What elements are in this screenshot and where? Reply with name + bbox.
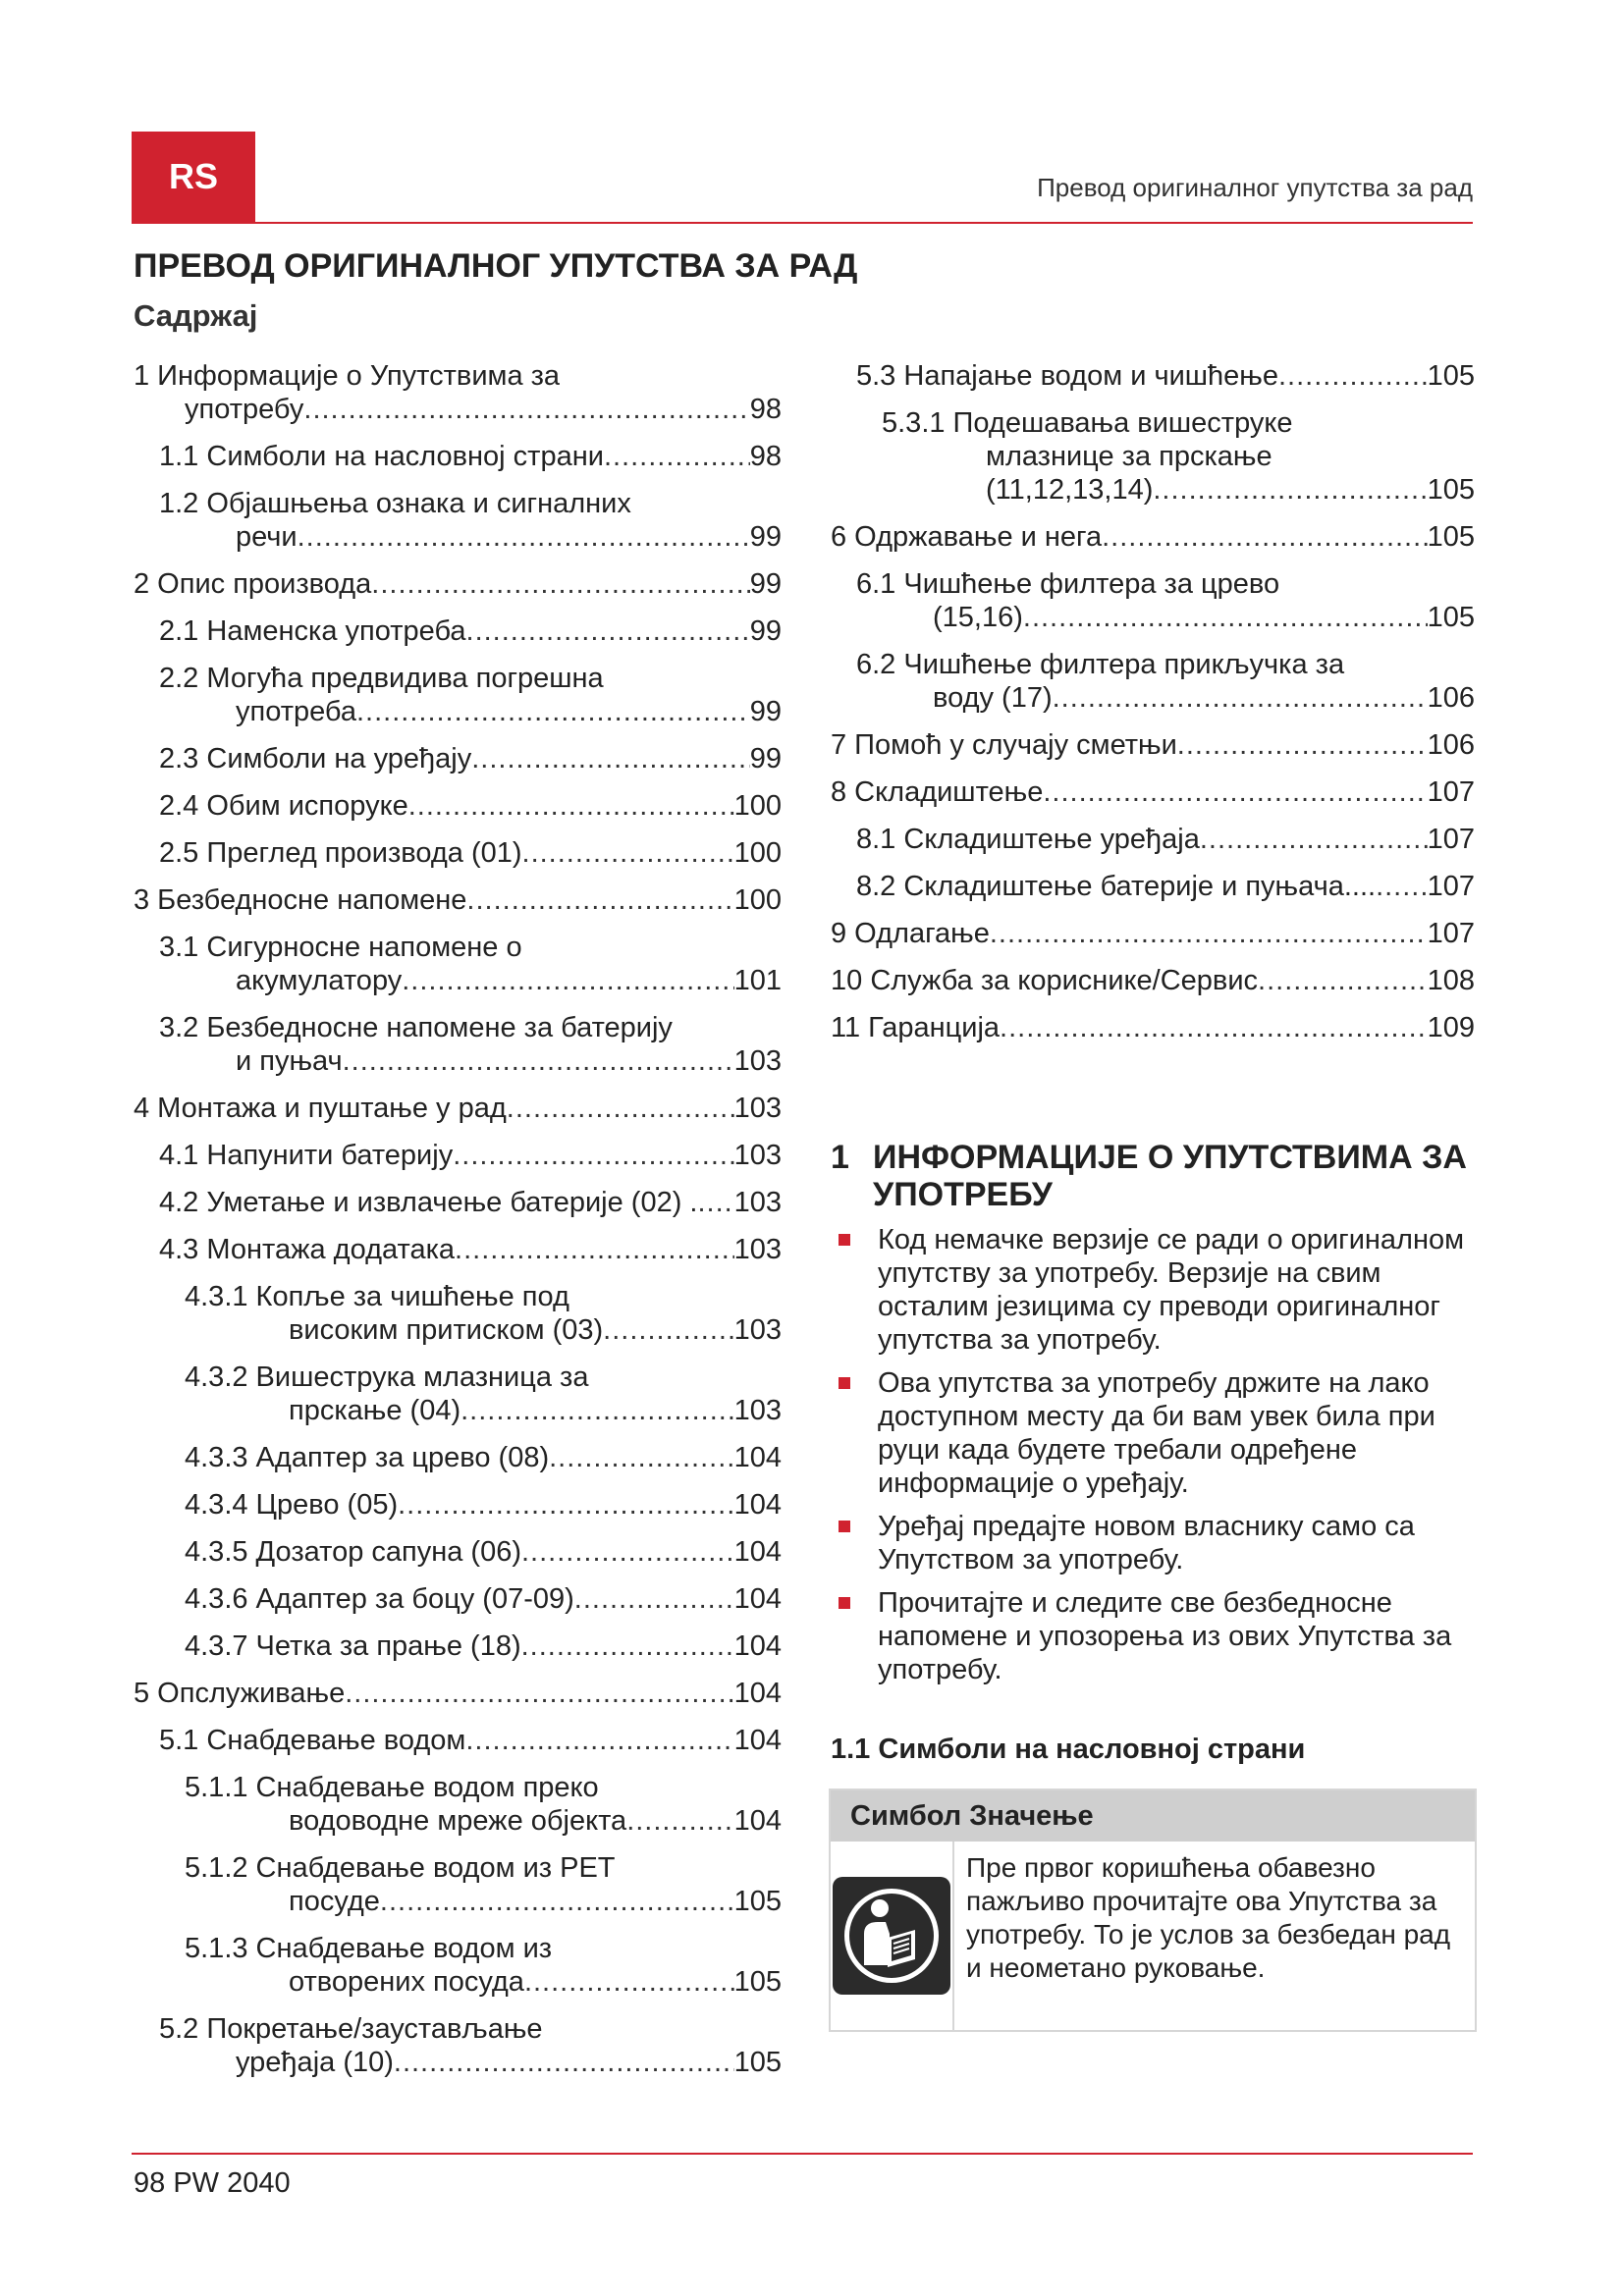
toc-entry-text: 2.3 Симболи на уређају [159, 743, 472, 774]
toc-entry-text: 4.1 Напунити батерију [159, 1140, 454, 1171]
toc-entry-text: 2.4 Обим испоруке [159, 790, 408, 822]
toc-page-number: 104 [733, 1489, 782, 1521]
toc-entry[interactable] [134, 1011, 782, 1078]
toc-dot-leader [1000, 1011, 1428, 1044]
toc-entry-text: (15,16) [933, 602, 1023, 633]
bullet-square-icon [839, 1597, 850, 1609]
toc-page-number: 104 [733, 1805, 782, 1837]
toc-page-number: 103 [733, 1314, 782, 1346]
toc-entry-text: употребу [185, 394, 304, 425]
bullet-text: Код немачке верзије се ради о оригиналном упутству за употребу. Верзије на свим осталим језицима су преводи оригиналног упутства за употребу. [878, 1224, 1465, 1356]
bullet-text: Ова упутства за употребу држите на лако доступном месту да би вам увек била при руци када будете требали одређене информације о уређају. [878, 1367, 1435, 1499]
toc-entry[interactable] [831, 823, 1475, 856]
toc-page-number: 104 [733, 1725, 782, 1756]
toc-entry-text: употреба [236, 696, 356, 727]
toc-entry-title: 3.2 Безбедносне напомене за батерију [159, 1012, 673, 1043]
toc-page-number: 101 [733, 965, 782, 996]
toc-entry-title: 1.2 Објашњења ознака и сигналних [159, 488, 631, 519]
toc-page-number: 100 [733, 790, 782, 822]
toc-entry-text: 6 Одржавање и нега [831, 521, 1103, 553]
toc-entry[interactable] [134, 1932, 782, 1999]
toc-entry-text: 4.3.5 Дозатор сапуна (06) [185, 1536, 521, 1568]
toc-entry-text: 1.1 Симболи на насловној страни [159, 441, 604, 472]
subsection-1-1-heading: 1.1 Симболи на насловној страни [831, 1734, 1306, 1765]
toc-entry[interactable] [134, 1851, 782, 1918]
toc-entry[interactable] [134, 2012, 782, 2079]
toc-entry[interactable] [831, 520, 1475, 554]
toc-page-number: 105 [1427, 360, 1475, 392]
toc-entry-text: (11,12,13,14) [986, 474, 1154, 506]
toc-entry-text: воду (17) [933, 682, 1053, 714]
toc-entry-text: 4 Монтажа и пуштање у рад [134, 1093, 507, 1124]
toc-dot-leader [1023, 601, 1428, 634]
toc-entry-text: високим притиском (03) [289, 1314, 604, 1346]
toc-entry[interactable] [134, 1629, 782, 1663]
toc-entry-text: 2.1 Наменска употреба [159, 615, 466, 647]
toc-dot-leader [604, 440, 750, 473]
toc-entry[interactable] [134, 1582, 782, 1616]
toc-entry[interactable] [831, 1011, 1475, 1044]
toc-dot-leader [990, 917, 1428, 950]
toc-entry-title: млазнице за прскање [986, 441, 1272, 472]
toc-entry[interactable] [831, 870, 1475, 903]
bullet-item [831, 1510, 1479, 1576]
toc-page-number: 105 [1427, 602, 1475, 633]
toc-entry[interactable] [831, 964, 1475, 997]
toc-entry[interactable] [134, 1724, 782, 1757]
toc-right-column [831, 359, 1475, 1058]
toc-dot-leader [524, 1965, 734, 1999]
toc-page-number: 107 [1427, 918, 1475, 949]
toc-dot-leader [1102, 520, 1428, 554]
toc-page-number: 105 [1427, 521, 1475, 553]
toc-entry-text: речи [236, 521, 298, 553]
toc-entry[interactable] [134, 836, 782, 870]
symbol-table [829, 1789, 1477, 2032]
toc-entry[interactable] [134, 1361, 782, 1427]
toc-entry[interactable] [134, 1092, 782, 1125]
language-tab: RS [132, 132, 255, 222]
footer-rule [132, 2153, 1473, 2155]
toc-dot-leader [1258, 964, 1428, 997]
toc-dot-leader [697, 1186, 733, 1219]
read-manual-icon [831, 1875, 952, 1997]
symbol-table-row [831, 1842, 1475, 2030]
toc-page-number: 103 [733, 1093, 782, 1124]
toc-page-number: 105 [733, 1886, 782, 1917]
toc-entry[interactable] [831, 775, 1475, 809]
toc-dot-leader [603, 1313, 733, 1347]
toc-page-number: 105 [733, 1966, 782, 1998]
toc-entry-text: 10 Служба за кориснике/Сервис [831, 965, 1259, 996]
toc-page-number: 99 [749, 696, 782, 727]
toc-entry-text: 4.3.3 Адаптер за црево (08) [185, 1442, 550, 1473]
toc-entry-text: 11 Гаранција [831, 1012, 1001, 1043]
toc-entry[interactable] [831, 917, 1475, 950]
toc-entry-text: 7 Помоћ у случају сметњи [831, 729, 1177, 761]
toc-entry-title: 6.2 Чишћење филтера прикључка за [856, 649, 1345, 680]
toc-entry-text: 9 Одлагање [831, 918, 990, 949]
toc-dot-leader [371, 567, 749, 601]
toc-entry-title: 1 Информације о Упутствима за [134, 360, 561, 392]
toc-dot-leader [394, 2046, 734, 2079]
toc-entry[interactable] [134, 567, 782, 601]
toc-entry-title: 5.1.1 Снабдевање водом преко [185, 1772, 599, 1803]
bullet-text: Уређај предајте новом власнику само са Упутством за употребу. [878, 1511, 1415, 1575]
toc-dot-leader [466, 883, 733, 917]
toc-page-number: 107 [1427, 871, 1475, 902]
toc-entry[interactable] [134, 883, 782, 917]
toc-entry[interactable] [134, 1233, 782, 1266]
toc-dot-leader [1200, 823, 1428, 856]
toc-page-number: 98 [749, 394, 782, 425]
toc-entry[interactable] [831, 728, 1475, 762]
toc-entry-text: водоводне мреже објекта [289, 1805, 627, 1837]
toc-dot-leader [626, 1804, 733, 1838]
toc-dot-leader [466, 614, 750, 648]
toc-page-number: 103 [733, 1140, 782, 1171]
toc-entry[interactable] [134, 1280, 782, 1347]
document-title: ПРЕВОД ОРИГИНАЛНОГ УПУТСТВА ЗА РАД [134, 247, 858, 285]
bullet-item [831, 1586, 1479, 1686]
toc-entry-text: 8.2 Складиштење батерије и пуњача.... [856, 871, 1377, 902]
toc-page-number: 99 [749, 521, 782, 553]
toc-left-column [134, 359, 782, 2093]
bullet-square-icon [839, 1377, 850, 1389]
toc-entry-text: 4.3 Монтажа додатака [159, 1234, 456, 1265]
toc-page-number: 100 [733, 884, 782, 916]
toc-entry-text: и пуњач [236, 1045, 343, 1077]
section-1-bullet-list [831, 1223, 1479, 1696]
toc-dot-leader [574, 1582, 734, 1616]
toc-entry[interactable] [831, 648, 1475, 715]
toc-dot-leader [298, 520, 750, 554]
bullet-item [831, 1223, 1479, 1357]
toc-dot-leader [398, 1488, 734, 1522]
toc-entry-text: 2.5 Преглед производа (01) [159, 837, 522, 869]
toc-dot-leader [408, 789, 734, 823]
toc-entry-text: посуде [289, 1886, 380, 1917]
toc-page-number: 109 [1427, 1012, 1475, 1043]
toc-page-number: 104 [733, 1536, 782, 1568]
bullet-item [831, 1366, 1479, 1500]
toc-entry[interactable] [134, 742, 782, 775]
toc-entry-text: 5.1 Снабдевање водом [159, 1725, 466, 1756]
toc-entry[interactable] [134, 662, 782, 728]
toc-dot-leader [453, 1139, 733, 1172]
toc-entry-title: 3.1 Сигурносне напомене о [159, 932, 522, 963]
page-footer: 98 PW 2040 [134, 2167, 291, 2199]
toc-page-number: 104 [733, 1583, 782, 1615]
toc-entry[interactable] [134, 1488, 782, 1522]
toc-page-number: 98 [749, 441, 782, 472]
toc-entry-title: 2.2 Могућа предвидива погрешна [159, 663, 604, 694]
toc-dot-leader [1376, 870, 1428, 903]
toc-page-number: 104 [733, 1630, 782, 1662]
toc-page-number: 104 [733, 1678, 782, 1709]
toc-entry-title: 6.1 Чишћење филтера за црево [856, 568, 1280, 600]
toc-entry[interactable] [134, 931, 782, 997]
toc-entry[interactable] [134, 487, 782, 554]
toc-entry-text: отворених посуда [289, 1966, 524, 1998]
toc-dot-leader [1278, 359, 1428, 393]
toc-entry-text: 8 Складиштење [831, 776, 1044, 808]
toc-entry-title: 5.2 Покретање/заустављање [159, 2013, 543, 2045]
toc-entry[interactable] [134, 1441, 782, 1474]
toc-entry-title: 4.3.2 Вишеструка млазница за [185, 1362, 589, 1393]
section-number: 1 [831, 1139, 849, 1176]
toc-dot-leader [1043, 775, 1427, 809]
toc-page-number: 103 [733, 1234, 782, 1265]
toc-page-number: 107 [1427, 824, 1475, 855]
contents-heading: Садржај [134, 298, 258, 333]
toc-entry[interactable] [134, 789, 782, 823]
toc-dot-leader [356, 695, 750, 728]
toc-entry-text: 5 Опслуживање [134, 1678, 346, 1709]
toc-entry[interactable] [831, 567, 1475, 634]
toc-dot-leader [1053, 681, 1428, 715]
toc-dot-leader [471, 742, 749, 775]
toc-entry[interactable] [134, 1186, 782, 1219]
toc-entry-text: уређаја (10) [236, 2047, 394, 2078]
toc-dot-leader [465, 1724, 733, 1757]
toc-entry-title: 5.1.3 Снабдевање водом из [185, 1933, 553, 1964]
toc-entry[interactable] [134, 1535, 782, 1569]
toc-dot-leader [455, 1233, 734, 1266]
section-title: ИНФОРМАЦИЈЕ О УПУТСТВИМА ЗА УПОТРЕБУ [873, 1139, 1467, 1213]
toc-page-number: 99 [749, 568, 782, 600]
bullet-square-icon [839, 1234, 850, 1246]
toc-page-number: 108 [1427, 965, 1475, 996]
toc-page-number: 100 [733, 837, 782, 869]
toc-page-number: 99 [749, 615, 782, 647]
toc-page-number: 103 [733, 1045, 782, 1077]
toc-dot-leader [507, 1092, 734, 1125]
symbol-meaning-text: Пре првог коришћења обавезно пажљиво прочитајте ова Упутства за употребу. То је услов за безбедан рад и неометано руковање. [966, 1852, 1451, 1983]
bullet-square-icon [839, 1521, 850, 1532]
toc-entry-text: 4.2 Уметање и извлачење батерије (02) . [159, 1187, 698, 1218]
toc-dot-leader [549, 1441, 734, 1474]
toc-entry-title: 5.3.1 Подешавања вишеструке [882, 407, 1293, 439]
header-rule [132, 222, 1473, 224]
toc-dot-leader [380, 1885, 734, 1918]
toc-entry-text: прскање (04) [289, 1395, 461, 1426]
toc-page-number: 106 [1427, 682, 1475, 714]
toc-dot-leader [1153, 473, 1427, 507]
toc-page-number: 104 [733, 1442, 782, 1473]
toc-entry-title: 5.1.2 Снабдевање водом из PET [185, 1852, 616, 1884]
toc-dot-leader [521, 1629, 734, 1663]
toc-entry[interactable] [831, 359, 1475, 393]
symbol-table-header: Симбол Значење [831, 1790, 1475, 1842]
toc-entry[interactable] [134, 1771, 782, 1838]
running-header-title: Превод оригиналног упутства за рад [1037, 173, 1473, 202]
toc-entry[interactable] [831, 406, 1475, 507]
toc-dot-leader [460, 1394, 734, 1427]
toc-entry[interactable] [134, 1139, 782, 1172]
toc-entry[interactable] [134, 1677, 782, 1710]
toc-page-number: 105 [733, 2047, 782, 2078]
symbol-cell [831, 1842, 954, 2030]
toc-dot-leader [1177, 728, 1428, 762]
toc-entry[interactable] [134, 440, 782, 473]
toc-entry-text: 4.3.4 Црево (05) [185, 1489, 399, 1521]
toc-entry[interactable] [134, 359, 782, 426]
toc-page-number: 107 [1427, 776, 1475, 808]
toc-entry-text: 3 Безбедносне напомене [134, 884, 467, 916]
toc-page-number: 105 [1427, 474, 1475, 506]
bullet-text: Прочитајте и следите све безбедносне напомене и упозорења из ових Упутства за употребу. [878, 1587, 1452, 1685]
toc-page-number: 103 [733, 1395, 782, 1426]
toc-entry-text: 8.1 Складиштење уређаја [856, 824, 1200, 855]
toc-entry-text: 2 Опис производа [134, 568, 372, 600]
toc-dot-leader [303, 393, 749, 426]
toc-entry-title: 4.3.1 Копље за чишћење под [185, 1281, 569, 1312]
toc-entry-text: 4.3.6 Адаптер за боцу (07-09) [185, 1583, 574, 1615]
toc-entry-text: 5.3 Напајање водом и чишћење [856, 360, 1278, 392]
toc-dot-leader [345, 1677, 733, 1710]
toc-entry-text: 4.3.7 Четка за прање (18) [185, 1630, 521, 1662]
toc-page-number: 99 [749, 743, 782, 774]
toc-dot-leader [522, 836, 734, 870]
toc-entry-text: акумулатору [236, 965, 403, 996]
toc-page-number: 106 [1427, 729, 1475, 761]
toc-dot-leader [402, 964, 733, 997]
toc-dot-leader [521, 1535, 734, 1569]
toc-entry[interactable] [134, 614, 782, 648]
toc-page-number: 103 [733, 1187, 782, 1218]
toc-dot-leader [343, 1044, 734, 1078]
section-1-heading [831, 1139, 1475, 1213]
